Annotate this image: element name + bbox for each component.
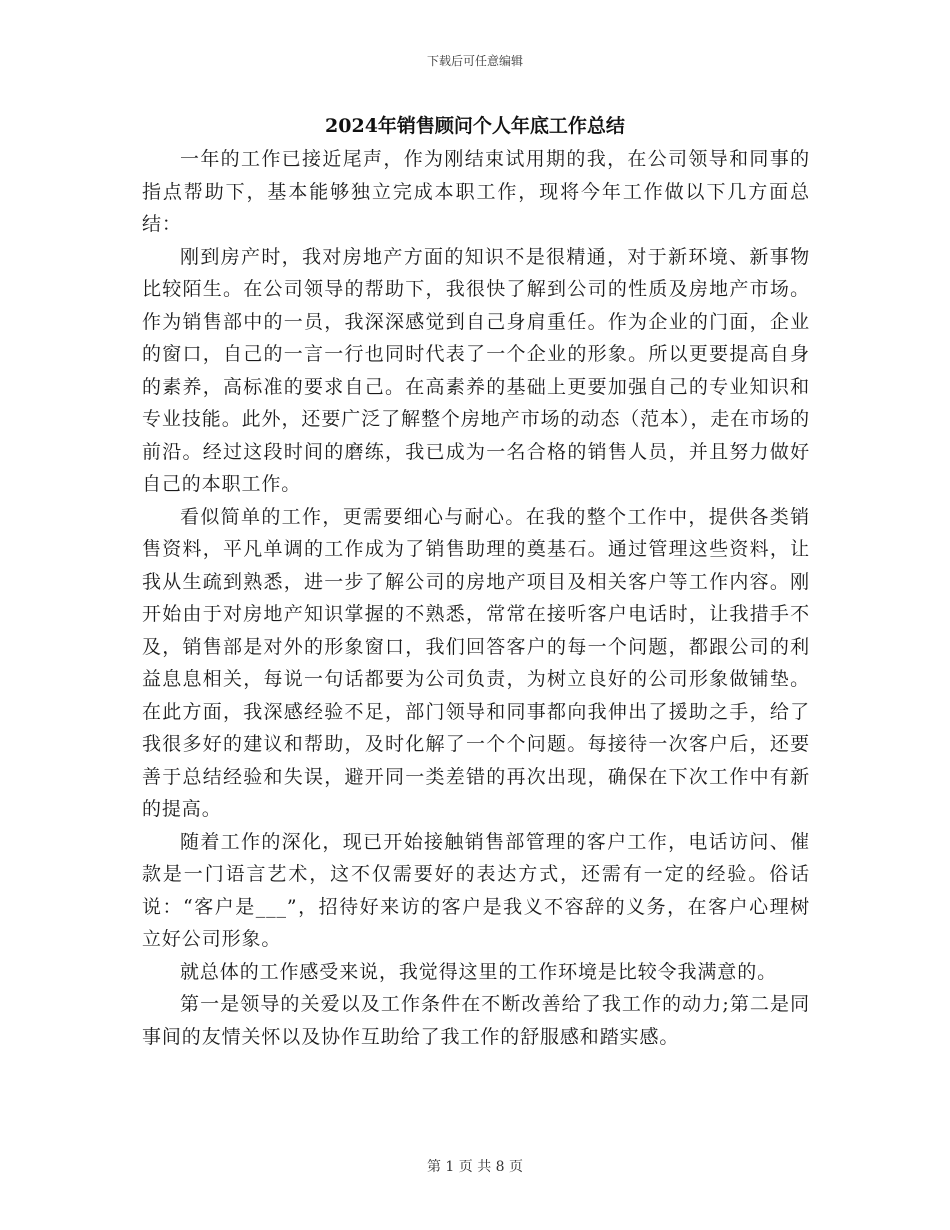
paragraph-daily-work: 看似简单的工作，更需要细心与耐心。在我的整个工作中，提供各类销售资料，平凡单调的工作成为了销售助理的奠基石。通过管理这些资料，让我从生疏到熟悉，进一步了解公司的房地产项目及相关客户等工作内容。刚开始由于对房地产知识掌握的不熟悉，常常在接听客户电话时，让我措手不及，销售部是对外的形象窗口，我们回答客户的每一个问题，都跟公司的利益息息相关，每说一句话都要为公司负责，为树立良好的公司形象做铺垫。在此方面，我深感经验不足，部门领导和同事都向我伸出了援助之手，给了我很多好的建议和帮助，及时化解了一个个问题。每接待一次客户后，还要善于总结经验和失误，避开同一类差错的再次出现，确保在下次工作中有新的提高。 [142, 505, 810, 820]
document-body [142, 143, 810, 1053]
paragraph-overall-feeling: 就总体的工作感受来说，我觉得这里的工作环境是比较令我满意的。 [180, 960, 778, 983]
header-note: 下载后可任意编辑 [426, 54, 523, 68]
paragraph-client-work: 随着工作的深化，现已开始接触销售部管理的客户工作，电话访问、催款是一门语言艺术，这不仅需要好的表达方式，还需有一定的经验。俗话说：“客户是___”，招待好来访的客户是我义不容辞的义务，在客户心理树立好公司形象。 [142, 830, 810, 950]
paragraph-onboarding: 刚到房产时，我对房地产方面的知识不是很精通，对于新环境、新事物比较陌生。在公司领导的帮助下，我很快了解到公司的性质及房地产市场。作为销售部中的一员，我深深感觉到自己身肩重任。作为企业的门面，企业的窗口，自己的一言一行也同时代表了一个企业的形象。所以更要提高自身的素养，高标准的要求自己。在高素养的基础上更要加强自己的专业知识和专业技能。此外，还要广泛了解整个房地产市场的动态（范本），走在市场的前沿。经过这段时间的磨练，我已成为一名合格的销售人员，并且努力做好自己的本职工作。 [142, 245, 810, 495]
page-number: 第 1 页 共 8 页 [426, 1159, 524, 1175]
paragraph-reasons: 第一是领导的关爱以及工作条件在不断改善给了我工作的动力;第二是同事间的友情关怀以及协作互助给了我工作的舒服感和踏实感。 [142, 993, 810, 1048]
paragraph-intro: 一年的工作已接近尾声，作为刚结束试用期的我，在公司领导和同事的指点帮助下，基本能够独立完成本职工作，现将今年工作做以下几方面总结： [142, 148, 810, 235]
document-title: 2024年销售顾问个人年底工作总结 [325, 115, 625, 137]
